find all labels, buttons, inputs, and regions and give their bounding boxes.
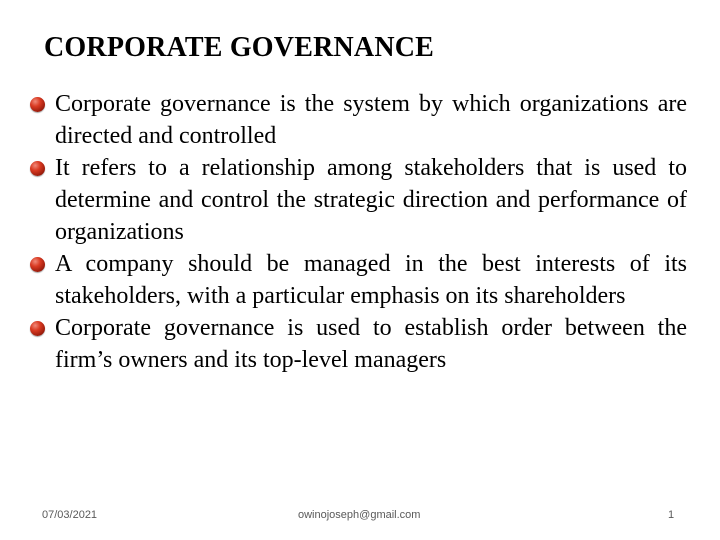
red-sphere-bullet-icon: [30, 161, 45, 176]
red-sphere-bullet-icon: [30, 97, 45, 112]
red-sphere-bullet-icon: [30, 257, 45, 272]
bullet-text: A company should be managed in the best interests of its stakeholders, with a particular emphasis on its shareholders: [55, 251, 687, 309]
bullet-text: It refers to a relationship among stakeholders that is used to determine and control the strategic direction and performance of organizations: [55, 155, 687, 245]
bullet-item: [30, 312, 687, 376]
bullet-text: Corporate governance is the system by which organizations are directed and controlled: [55, 91, 687, 149]
red-sphere-bullet-icon: [30, 321, 45, 336]
slide-title: CORPORATE GOVERNANCE: [44, 32, 435, 63]
footer-date: 07/03/2021: [42, 509, 98, 521]
bullet-text: Corporate governance is used to establish order between the firm’s owners and its top-level managers: [55, 315, 687, 373]
footer-email: owinojoseph@gmail.com: [298, 509, 421, 521]
bullet-item: [30, 88, 687, 152]
bullet-list: [30, 88, 687, 376]
bullet-item: [30, 248, 687, 312]
footer-page-number: 1: [668, 509, 675, 521]
bullet-item: [30, 152, 687, 248]
